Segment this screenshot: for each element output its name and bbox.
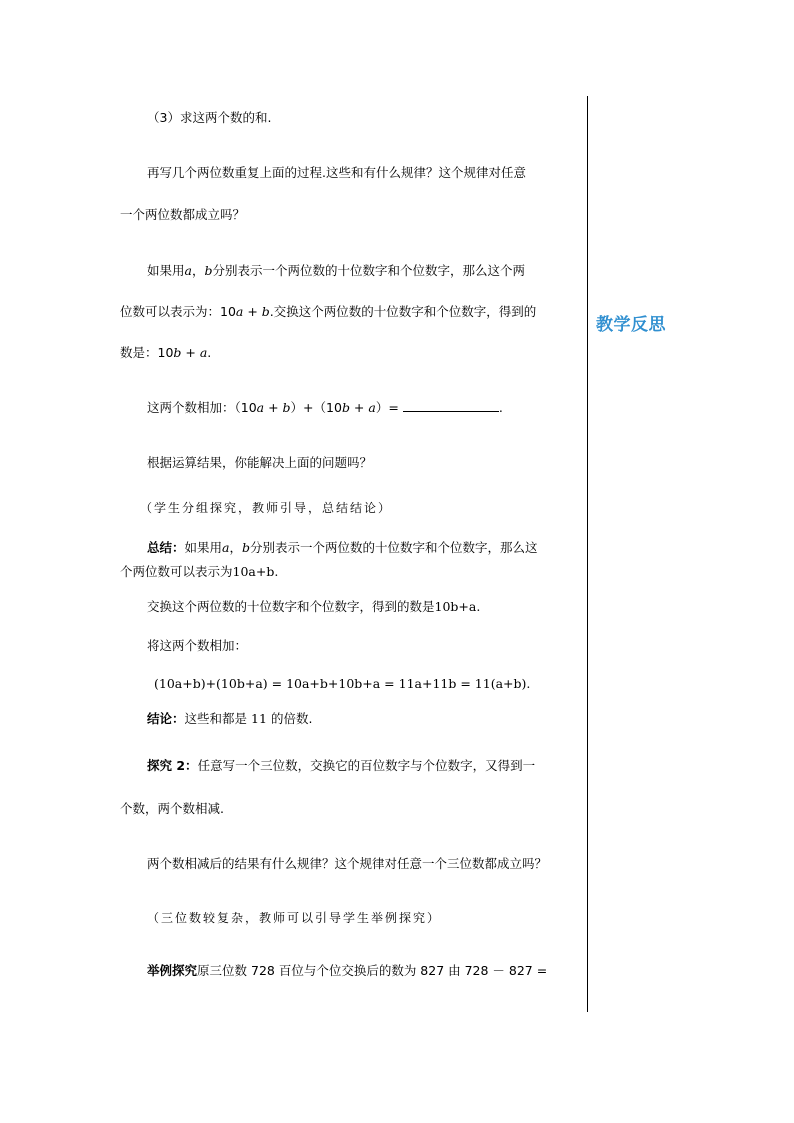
conclusion-line: 结论：这些和都是 11 的倍数.	[147, 711, 313, 726]
teaching-reflection-label: 教学反思	[596, 315, 666, 335]
paragraph-5: 两个数相减后的结果有什么规律？这个规律对任意一个三位数都成立吗？	[147, 856, 548, 871]
answer-blank	[403, 399, 499, 412]
conclusion-label: 结论：	[147, 711, 185, 726]
swap-line: 交换这个两位数的十位数字和个位数字，得到的数是10b+a.	[147, 599, 481, 614]
paragraph-2-line-2: 位数可以表示为：10a + b.交换这个两位数的十位数字和个位数字，得到的	[120, 304, 537, 319]
paragraph-1-line-1: 再写几个两位数重复上面的过程.这些和有什么规律？这个规律对任意	[147, 165, 526, 180]
explore-2-label: 探究 2：	[147, 758, 198, 773]
explore-2-line-2: 个数，两个数相减.	[120, 801, 224, 816]
summary-label: 总结：	[147, 540, 185, 555]
column-divider	[587, 96, 588, 1012]
teaching-note-2: （三位数较复杂，教师可以引导学生举例探究）	[147, 911, 442, 925]
paragraph-2-line-1: 如果用a，b分别表示一个两位数的十位数字和个位数字，那么这个两	[147, 263, 526, 278]
summary-line-2: 个两位数可以表示为10a+b.	[120, 564, 279, 579]
formula-line: (10a+b)+(10b+a) = 10a+b+10b+a = 11a+11b = 11(a+b).	[154, 676, 531, 691]
summary-line-1: 总结：如果用a，b分别表示一个两位数的十位数字和个位数字，那么这	[147, 540, 538, 555]
explore-2-line-1: 探究 2：任意写一个三位数，交换它的百位数字与个位数字，又得到一	[147, 758, 536, 773]
question-3: （3）求这两个数的和.	[147, 110, 272, 125]
paragraph-1-line-2: 一个两位数都成立吗？	[120, 207, 246, 222]
paragraph-2-line-3: 数是：10b + a.	[120, 345, 212, 360]
add-line: 将这两个数相加：	[147, 638, 248, 653]
example-label: 举例探究	[147, 963, 198, 978]
var-b: b	[204, 263, 213, 278]
var-a: a	[184, 263, 192, 278]
sum-expression-line: 这两个数相加：（10a + b）+（10b + a）= .	[147, 400, 503, 415]
paragraph-4: 根据运算结果，你能解决上面的问题吗？	[147, 455, 373, 470]
teaching-note-1: （学生分组探究，教师引导，总结结论）	[140, 501, 393, 515]
example-line: 举例探究原三位数 728 百位与个位交换后的数为 827 由 728 － 827 =	[147, 963, 548, 978]
